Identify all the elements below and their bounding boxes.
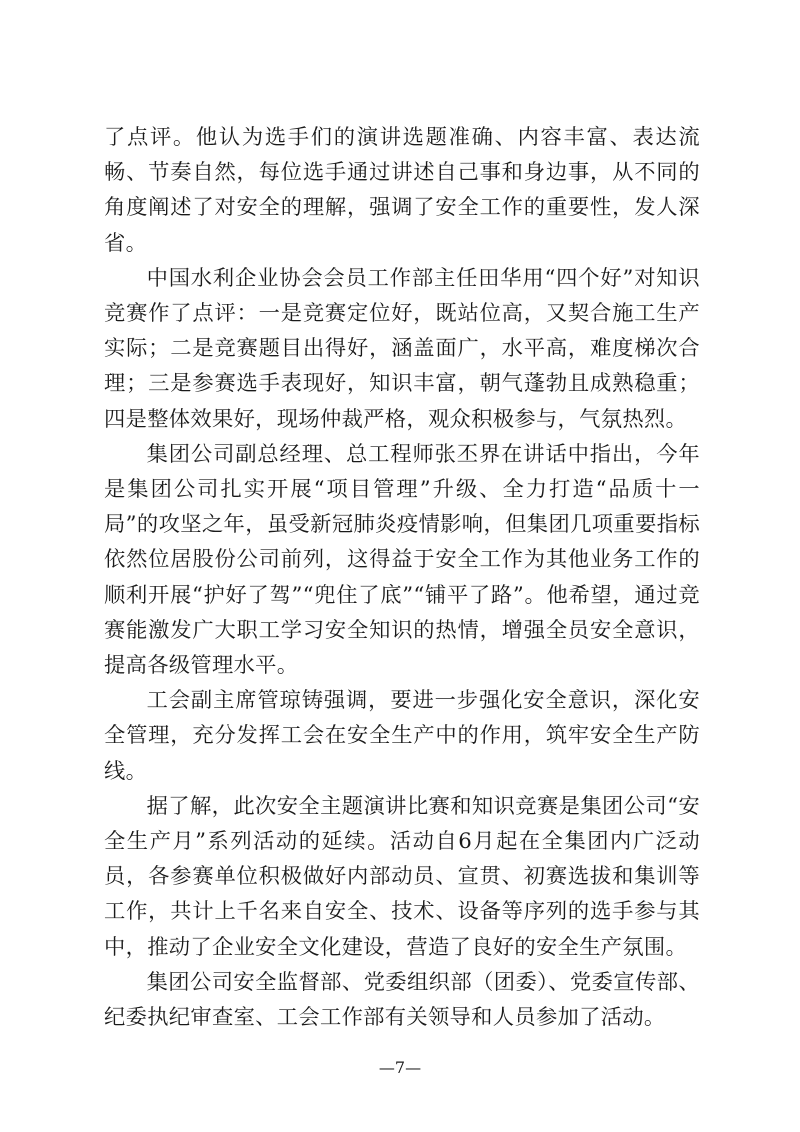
paragraph-deputy-gm-speech: 集团公司副总经理、总工程师张丕界在讲话中指出，今年是集团公司扎实开展“项目管理”升级、全力打造“品质十一局”的攻坚之年，虽受新冠肺炎疫情影响，但集团几项重要指标依然位居股份公司前列，这得益于安全工作为其他业务工作的顺利开展“护好了驾”“兜住了底”“铺平了路”。他希望，通过竞赛能激发广大职工学习安全知识的热情，增强全员安全意识，提高各级管理水平。 (104, 441, 700, 679)
paragraph-continuation: 了点评。他认为选手们的演讲选题准确、内容丰富、表达流畅、节奏自然，每位选手通过讲述自己事和身边事，从不同的角度阐述了对安全的理解，强调了安全工作的重要性，发人深省。 (104, 125, 700, 256)
paragraph-attendees: 集团公司安全监督部、党委组织部（团委）、党委宣传部、纪委执纪审查室、工会工作部有关领导和人员参加了活动。 (104, 969, 700, 1031)
paragraph-knowledge-contest-review: 中国水利企业协会会员工作部主任田华用“四个好”对知识竞赛作了点评：一是竞赛定位好，既站位高，又契合施工生产实际；二是竞赛题目出得好，涵盖面广，水平高，难度梯次合理；三是参赛选手表现好，知识丰富，朝气蓬勃且成熟稳重；四是整体效果好，现场仲裁严格，观众积极参与，气氛热烈。 (104, 265, 700, 432)
article-body (104, 120, 700, 1035)
page-number: —7— (378, 1058, 422, 1077)
paragraph-union-vice-chair: 工会副主席管琼铸强调，要进一步强化安全意识，深化安全管理，充分发挥工会在安全生产中的作用，筑牢安全生产防线。 (104, 688, 700, 784)
paragraph-event-background: 据了解，此次安全主题演讲比赛和知识竞赛是集团公司“安全生产月”系列活动的延续。活动自6月起在全集团内广泛动员，各参赛单位积极做好内部动员、宣贯、初赛选拔和集训等工作，共计上千名来自安全、技术、设备等序列的选手参与其中，推动了企业安全文化建设，营造了良好的安全生产氛围。 (104, 793, 700, 960)
